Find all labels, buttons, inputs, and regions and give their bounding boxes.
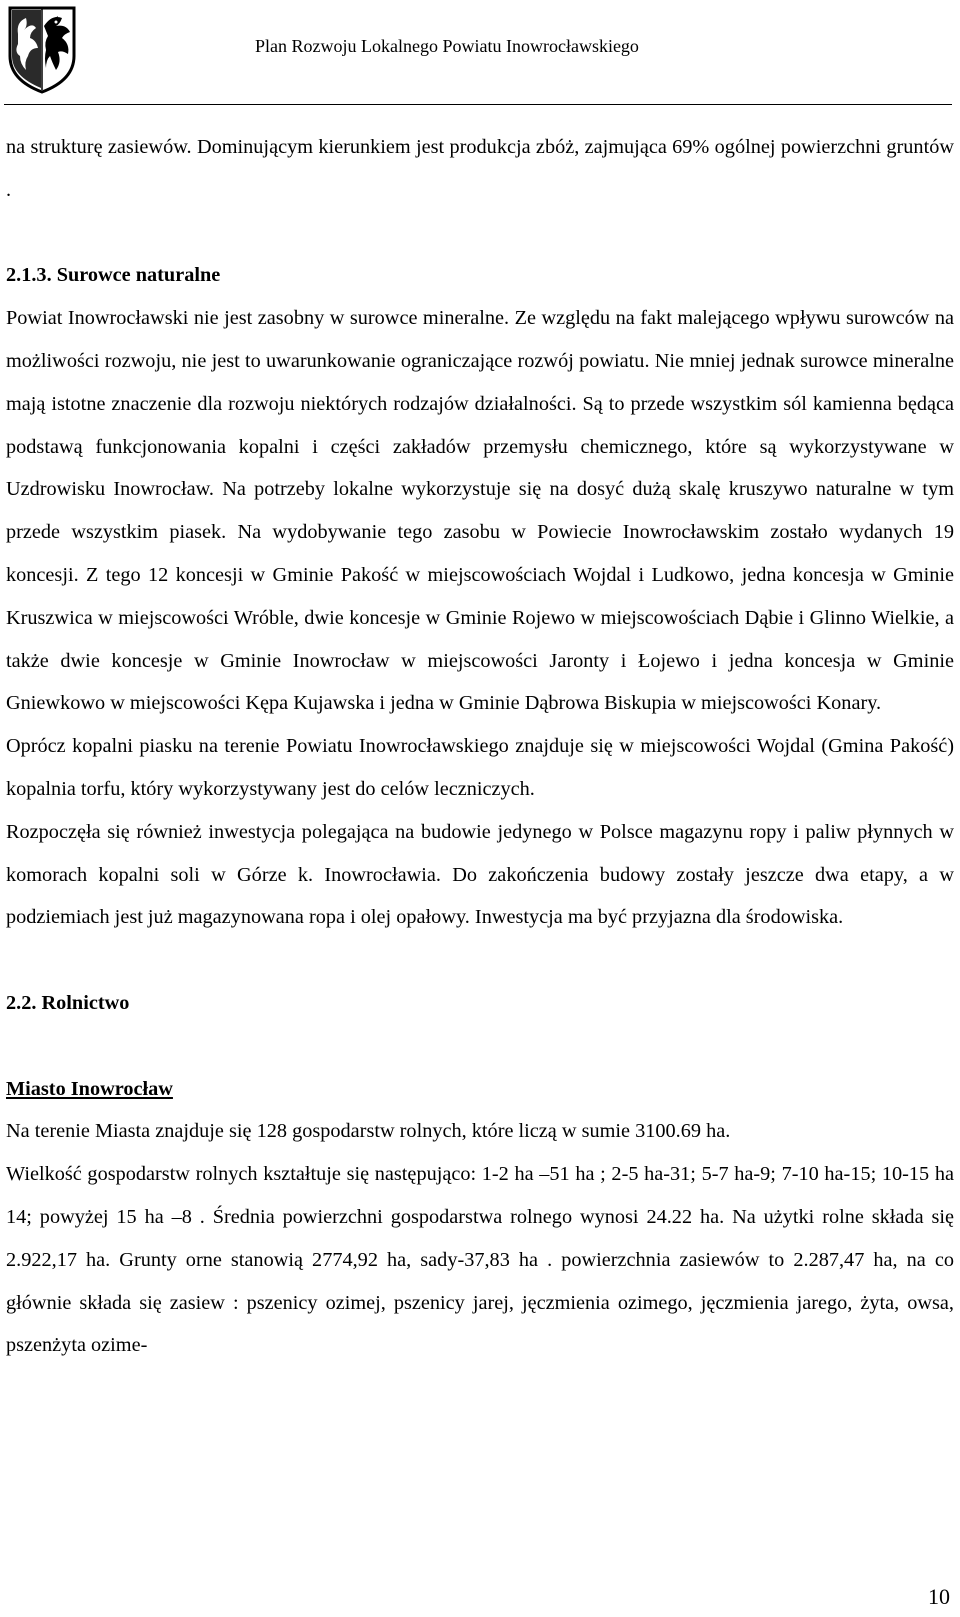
document-body — [6, 126, 954, 1367]
paragraph-farm-sizes: Wielkość gospodarstw rolnych kształtuje się następująco: 1-2 ha –51 ha ; 2-5 ha-31; 5-7 ha-9; 7-10 ha-15; 10-15 ha 14; powyżej 15 ha –8 . Średnia powierzchni gospodarstwa rolnego wynosi 24.22 ha. Na użytki rolne składa się 2.922,17 ha. Grunty orne stanowią 2774,92 ha, sady-37,83 ha . powierzchnia zasiewów to 2.287,47 ha, na co głównie składa się zasiew : pszenicy ozimej, pszenicy jarej, jęczmienia ozimego, jęczmienia jarego, żyta, owsa, pszenżyta ozime- — [6, 1163, 954, 1357]
paragraph-farms-count: Na terenie Miasta znajduje się 128 gospodarstw rolnych, które liczą w sumie 3100.69 ha. — [6, 1120, 731, 1143]
paragraph-crop-structure: na strukturę zasiewów. Dominującym kierunkiem jest produkcja zbóż, zajmująca 69% ogólnej powierzchni gruntów . — [6, 136, 954, 201]
page-header — [0, 0, 960, 110]
page-number: 10 — [928, 1584, 950, 1609]
spacer — [6, 212, 954, 255]
subsection-heading-city: Miasto Inowrocław — [6, 1077, 173, 1100]
paragraph-mineral-resources: Powiat Inowrocławski nie jest zasobny w surowce mineralne. Ze względu na fakt malejącego wpływu surowców na możliwości rozwoju, nie jest to uwarunkowanie ograniczające rozwój powiatu. Nie mniej jednak surowce mineralne mają istotne znaczenie dla rozwoju niektórych rodzajów działalności. Są to przede wszystkim sól kamienna będąca podstawą funkcjonowania kopalni i części zakładów przemysłu chemicznego, które są wykorzystywane w Uzdrowisku Inowrocław. Na potrzeby lokalne wykorzystuje się na dosyć dużą skalę kruszywo naturalne w tym przede wszystkim piasek. Na wydobywanie tego zasobu w Powiecie Inowrocławskim zostało wydanych 19 koncesji. Z tego 12 koncesji w Gminie Pakość w miejscowościach Wojdal i Ludkowo, jedna koncesja w Gminie Kruszwica w miejscowości Wróble, dwie koncesje w Gminie Rojewo w miejscowościach Dąbie i Glinno Wielkie, a także dwie koncesje w Gminie Inowrocław w miejscowości Jaronty i Łojewo i jedna koncesja w Gminie Gniewkowo w miejscowości Kępa Kujawska i jedna w Gminie Dąbrowa Biskupia w miejscowości Konary. — [6, 307, 954, 715]
spacer — [6, 1025, 954, 1068]
header-divider — [4, 104, 952, 105]
section-heading-agriculture: 2.2. Rolnictwo — [6, 991, 130, 1014]
paragraph-fuel-storage: Rozpoczęła się również inwestycja polegająca na budowie jedynego w Polsce magazynu ropy i paliw płynnych w komorach kopalni soli w Górze k. Inowrocławia. Do zakończenia budowy zostały jeszcze dwa etapy, a w podziemiach jest już magazynowana ropa i olej opałowy. Inwestycja ma być przyjazna dla środowiska. — [6, 820, 954, 929]
spacer — [6, 939, 954, 982]
section-heading-natural-resources: 2.1.3. Surowce naturalne — [6, 264, 221, 287]
document-header-title: Plan Rozwoju Lokalnego Powiatu Inowrocławskiego — [255, 36, 639, 56]
paragraph-peat-mine: Oprócz kopalni piasku na terenie Powiatu Inowrocławskiego znajduje się w miejscowości Wojdal (Gmina Pakość) kopalnia torfu, który wykorzystywany jest do celów leczniczych. — [6, 735, 954, 800]
coat-of-arms-eagle-icon — [6, 4, 78, 96]
